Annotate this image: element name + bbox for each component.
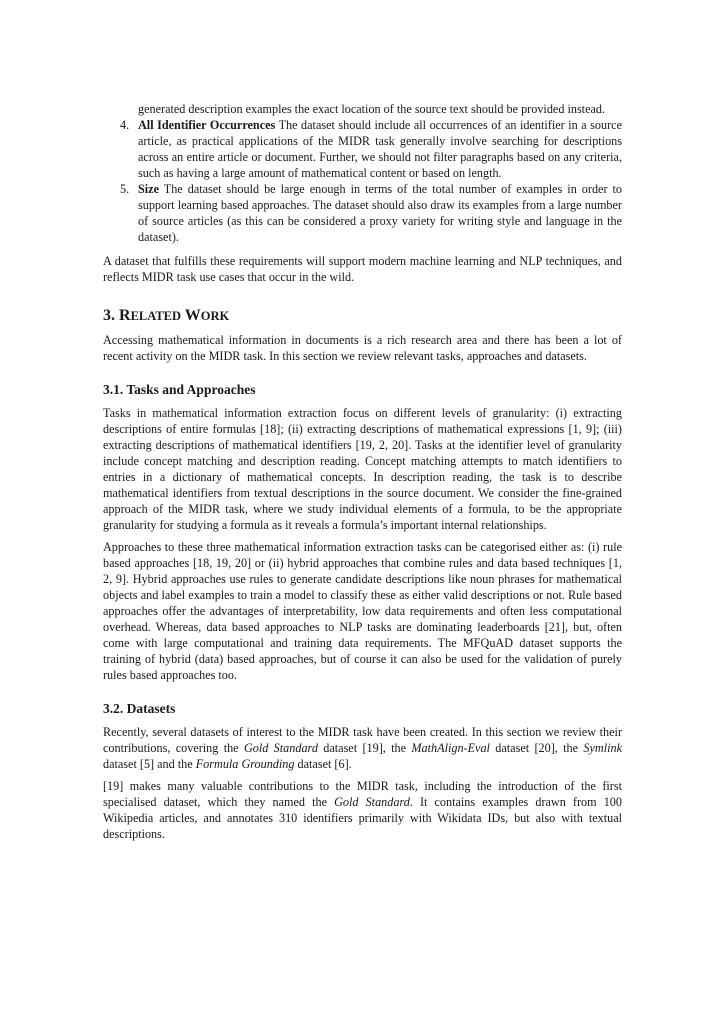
paragraph: Approaches to these three mathematical information extraction tasks can be categorised either as: (i) rule based approaches [18, 19, 20] or (ii) hybrid approaches that combine rules and data based techniques [1, 2, 9]. Hybrid approaches use rules to generate candidate descriptions like noun phrases for mathematical objects and label examples to train a model to classify these as either valid descriptions or not. Rule based approaches offer the advantages of interpretability, low data requirements and often less computational overhead. Whereas, data based approaches to NLP tasks are dominating leaderboards [21], but, often come with large computational and training data requirements. The MFQuAD dataset supports the training of hybrid (data) based approaches, but of course it can also be used for the validation of purely rules based approaches too. <box>103 540 622 682</box>
list-item-text: The dataset should be large enough in terms of the total number of examples in order to support learning based approaches. The dataset should also draw its examples from a large number of source articles (as this can be considered a proxy variety for writing style and language in the dataset). <box>138 182 622 244</box>
subsection-heading-datasets: 3.2. Datasets <box>103 701 176 716</box>
section-heading-related-work <box>103 306 622 326</box>
heading-smallcaps: ELATED <box>130 309 182 323</box>
heading-letter: W <box>181 307 201 324</box>
list-number: 4. <box>120 118 130 132</box>
subsection-heading-tasks: 3.1. Tasks and Approaches <box>103 382 256 397</box>
list-item-4 <box>103 117 622 181</box>
paper-page <box>103 101 622 842</box>
paragraph-after-list: A dataset that fulfills these requirements will support modern machine learning and NLP techniques, and reflects MIDR task use cases that occur in the wild. <box>103 254 622 284</box>
list-number: 5. <box>120 182 130 196</box>
list-item-title: All Identifier Occurrences <box>138 118 276 132</box>
paragraph: Tasks in mathematical information extraction focus on different levels of granularity: (i) extracting descriptions of entire formulas [18]; (ii) extracting descriptions of mathematical expressions [1, 9]; (iii) extracting descriptions of mathematical identifiers [19, 2, 20]. Tasks at the identifier level of granularity include concept matching and description reading. Concept matching attempts to match identifiers to entries in a dictionary of mathematical concepts. In description reading, the task is to describe mathematical identifiers from textual descriptions in the source document. We consider the fine-grained approach of the MIDR task, where we study individual elements of a formula, to be the appropriate granularity for studying a formula as it reveals a formula’s important internal relationships. <box>103 406 622 532</box>
paragraph: [19] makes many valuable contributions to the MIDR task, including the introduction of the first specialised dataset, which they named the Gold Standard. It contains examples drawn from 100 Wikipedia articles, and annotates 310 identifiers primarily with Wikidata IDs, but also with textual descriptions. <box>103 779 622 841</box>
list-item-title: Size <box>138 182 159 196</box>
list-item-5 <box>103 181 622 245</box>
list-item-continuation: generated description examples the exact location of the source text should be provided instead. <box>138 102 606 116</box>
list-item-text: The dataset should include all occurrences of an identifier in a source article, as practical applications of the MIDR task generally involve searching for descriptions across an entire article or document. Further, we should not filter paragraphs based on any criteria, such as having a large amount of mathematical content or based on length. <box>138 118 622 180</box>
heading-smallcaps: ORK <box>200 309 230 323</box>
section-intro-paragraph: Accessing mathematical information in documents is a rich research area and there has been a lot of recent activity on the MIDR task. In this section we review relevant tasks, approaches and datasets. <box>103 333 622 363</box>
section-number: 3. <box>103 307 119 324</box>
paragraph: Recently, several datasets of interest to the MIDR task have been created. In this section we review their contributions, covering the Gold Standard dataset [19], the MathAlign-Eval dataset [20], the Symlink dataset [5] and the Formula Grounding dataset [6]. <box>103 725 623 771</box>
heading-letter: R <box>119 307 131 324</box>
